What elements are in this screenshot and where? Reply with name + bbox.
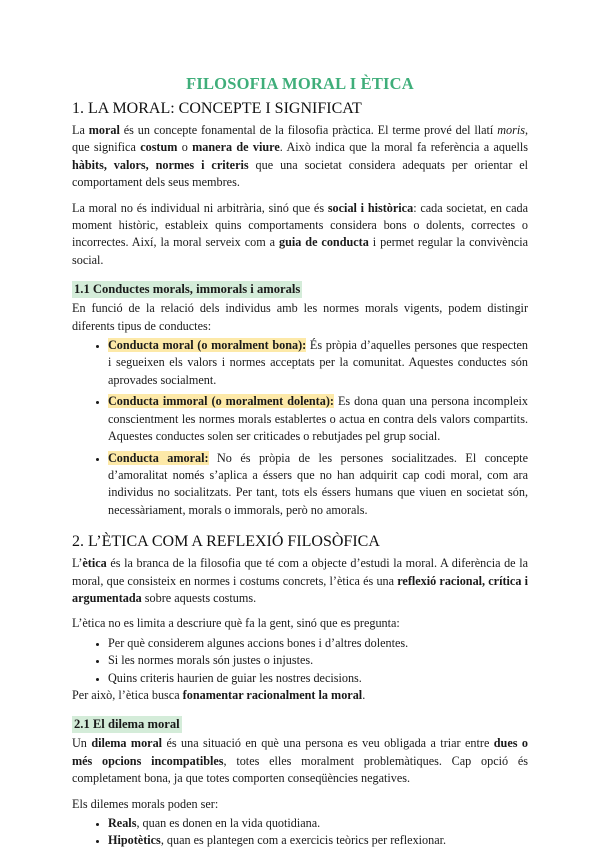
section-2-paragraph-4: Un dilema moral és una situació en què una persona es veu obligada a triar entre dues o més opcions incompatibles, totes elles moralment problemàtiques. Cap opció és completament bona, ja que totes comporten conseqüències negatives. (72, 736, 528, 786)
section-1-paragraph-1: La moral és un concepte fonamental de la filosofia pràctica. El terme prové del llatí moris, que significa costum o manera de viure. Això indica que la moral fa referència a aquells hàbits, valors, normes i criteris que una societat considera adequats per orientar el comportament dels seus membres. (72, 123, 529, 190)
dilemma-types-list (72, 815, 528, 850)
subsection-1-1-heading: 1.1 Conductes morals, immorals i amorals (74, 282, 301, 297)
list-item: • Conducta immoral (o moralment dolenta): Es dona quan una persona incompleix conscientment les normes morals establertes o actua en contra dels valors compartits. Aquestes conductes solen ser criticades o rebutjades pel grup social. (108, 393, 528, 445)
list-item: • Quins criteris haurien de guiar les nostres decisions. (108, 670, 528, 687)
list-item: • Per què considerem algunes accions bones i d’altres dolentes. (108, 635, 528, 652)
list-item: • Conducta amoral: No és pròpia de les persones socialitzades. El concepte d’amoralitat només s’aplica a éssers que no han adquirit cap codi moral, com ara individus no socialitzats. Per tant, tots els éssers humans que viuen en societat són, necessàriament, morals o immorals, però no amorals. (108, 450, 528, 520)
subsection-1-1-intro: En funció de la relació dels individus amb les normes morals vigents, podem distingir diferents tipus de conductes: (72, 301, 528, 333)
conduct-types-list (72, 337, 528, 519)
section-2-paragraph-1: L’ètica és la branca de la filosofia que té com a objecte d’estudi la moral. A diferència de la moral, que consisteix en normes i costums concrets, l’ètica és una reflexió racional, crítica i argumentada sobre aquests costums. (72, 556, 528, 605)
list-item: • Si les normes morals són justes o injustes. (108, 652, 528, 669)
list-item: • Hipotètics, quan es plantegen com a exercicis teòrics per reflexionar. (108, 832, 528, 849)
page-title: FILOSOFIA MORAL I ÈTICA (186, 74, 414, 93)
section-2-heading: 2. L’ÈTICA COM A REFLEXIÓ FILOSÒFICA (72, 533, 380, 551)
section-2-paragraph-2: L’ètica no es limita a descriure què fa la gent, sinó que es pregunta: (72, 616, 400, 631)
section-1-heading: 1. LA MORAL: CONCEPTE I SIGNIFICAT (72, 100, 362, 117)
section-1-paragraph-2: La moral no és individual ni arbitrària, sinó que és social i històrica: cada societat, en cada moment històric, estableix quins comportaments considera bons o dolents, correctes o incorrectes. Així, la moral serveix com a guia de conducta i permet regular la convivència social. (72, 200, 528, 267)
list-item: • Reals, quan es donen en la vida quotidiana. (108, 815, 528, 832)
section-2-paragraph-3: Per això, l’ètica busca fonamentar racionalment la moral. (72, 687, 366, 702)
section-2-paragraph-5: Els dilemes morals poden ser: (72, 796, 219, 811)
subsection-2-1-heading: 2.1 El dilema moral (74, 717, 180, 732)
ethics-questions-list (72, 635, 528, 687)
list-item: • Conducta moral (o moralment bona): És pròpia d’aquelles persones que respecten i segueixen els valors i normes acceptats per la comunitat. Aquestes conductes són aprovades socialment. (108, 337, 528, 389)
